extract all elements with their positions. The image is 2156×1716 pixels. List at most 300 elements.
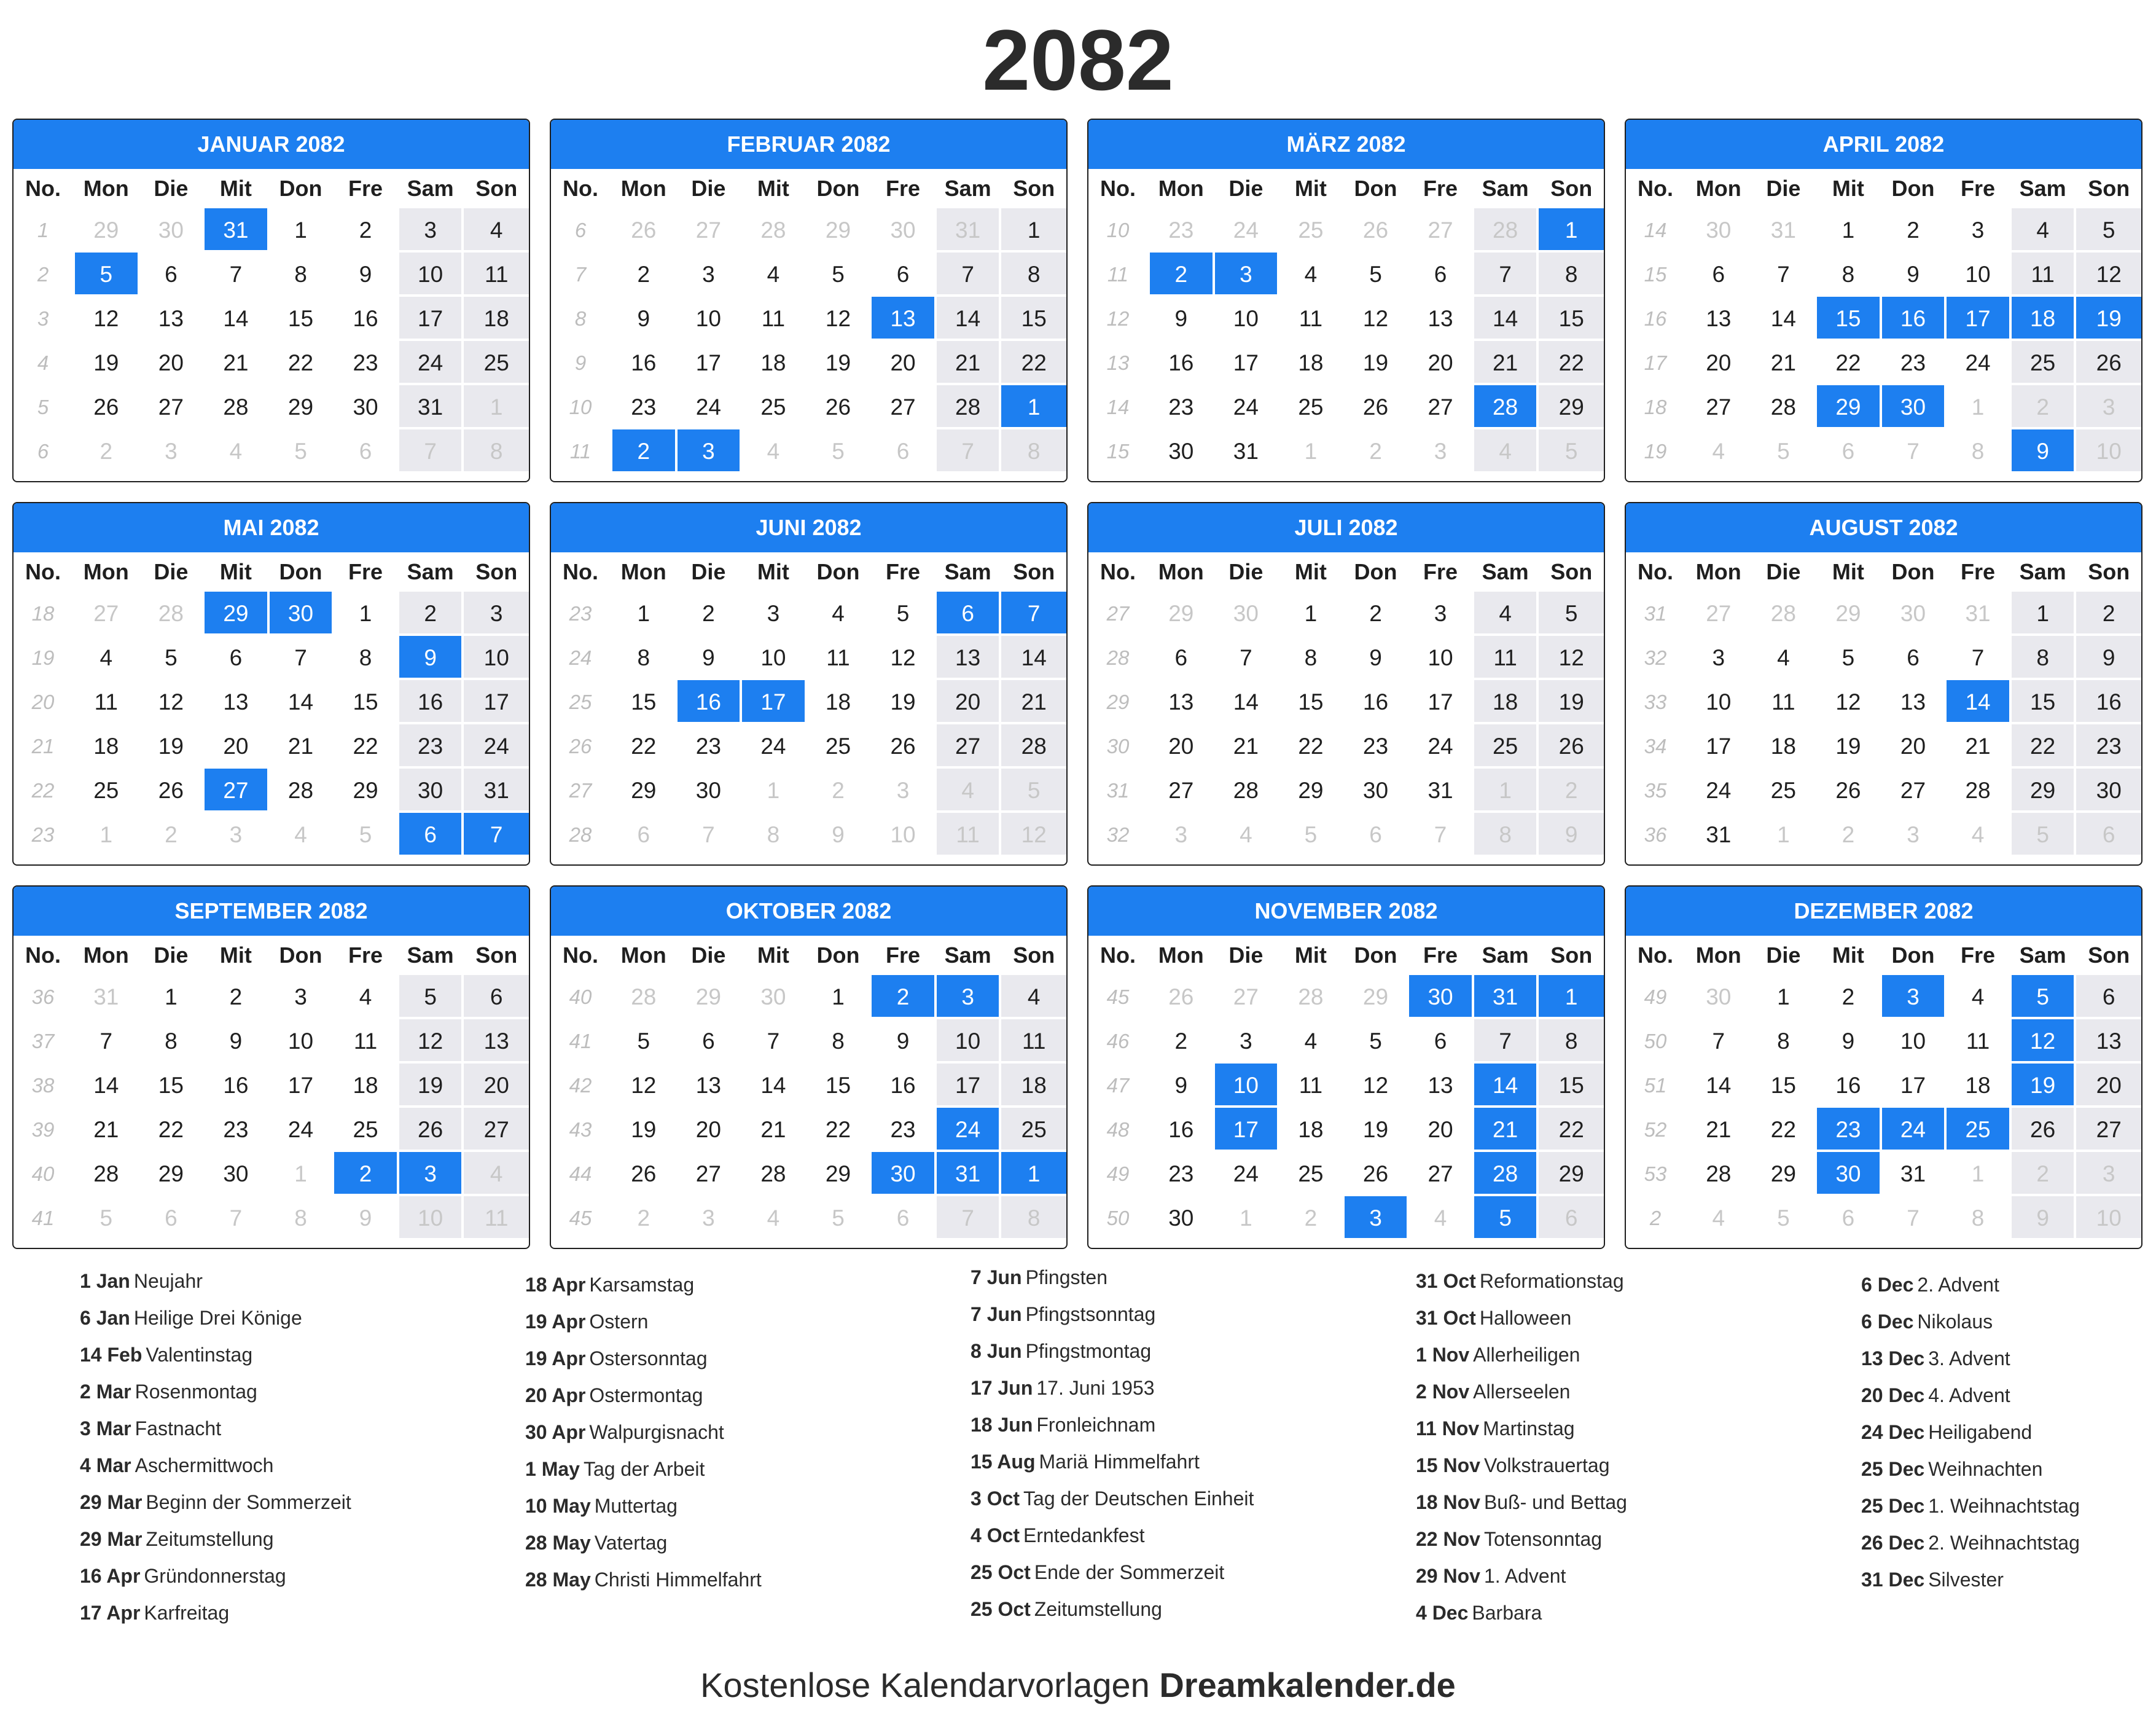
day-cell: 23 [2076, 724, 2141, 769]
week-number: 32 [1088, 813, 1150, 857]
weekday-header: Fre [872, 552, 937, 592]
holiday-day-cell: 14 [1474, 1064, 1539, 1108]
holiday-column [80, 1263, 510, 1631]
day-cell: 31 [1752, 208, 1818, 253]
day-cell: 10 [742, 636, 807, 680]
holiday-name: 1. Advent [1483, 1565, 1566, 1587]
holiday-day-cell: 15 [1817, 297, 1882, 341]
holiday-day-cell: 19 [2076, 297, 2141, 341]
holiday-date: 7 Jun [971, 1303, 1022, 1325]
weekday-header: Fre [1947, 936, 2012, 975]
weekday-header: Fre [1947, 169, 2012, 208]
day-cell: 5 [807, 253, 872, 297]
holiday-day-cell: 3 [937, 975, 1002, 1019]
day-cell: 5 [1001, 769, 1066, 813]
weekday-header: Die [1215, 936, 1280, 975]
day-cell: 8 [140, 1019, 205, 1064]
day-cell: 11 [464, 253, 529, 297]
day-cell: 15 [1539, 297, 1604, 341]
week-number: 1 [14, 208, 75, 253]
weekday-header: Mit [1279, 169, 1345, 208]
day-cell: 14 [937, 297, 1002, 341]
day-cell: 12 [1345, 297, 1410, 341]
day-cell: 5 [1752, 429, 1818, 474]
day-cell: 27 [872, 385, 937, 429]
holiday-name: Valentinstag [146, 1344, 253, 1366]
day-cell: 2 [2012, 385, 2077, 429]
day-cell: 18 [334, 1064, 399, 1108]
holiday-date: 14 Feb [80, 1344, 143, 1366]
week-number: 26 [551, 724, 612, 769]
holiday-day-cell: 13 [872, 297, 937, 341]
day-cell: 3 [678, 1196, 743, 1240]
day-cell: 16 [334, 297, 399, 341]
day-cell: 1 [1001, 208, 1066, 253]
day-cell: 4 [1947, 975, 2012, 1019]
weekday-header: Fre [872, 169, 937, 208]
day-cell: 15 [612, 680, 678, 724]
holiday-day-cell: 7 [464, 813, 529, 857]
day-cell: 3 [1150, 813, 1215, 857]
day-cell: 21 [1001, 680, 1066, 724]
month-calendar [1625, 119, 2142, 482]
day-cell: 15 [1279, 680, 1345, 724]
day-cell: 11 [75, 680, 140, 724]
day-cell: 12 [872, 636, 937, 680]
day-cell: 4 [1687, 429, 1752, 474]
day-cell: 23 [1150, 1152, 1215, 1196]
day-cell: 29 [1150, 592, 1215, 636]
day-cell: 10 [1687, 680, 1752, 724]
month-grid [1626, 552, 2141, 857]
day-cell: 3 [270, 975, 335, 1019]
day-cell: 24 [464, 724, 529, 769]
day-cell: 7 [1882, 429, 1947, 474]
weekday-header: Die [1752, 169, 1818, 208]
month-calendar [12, 502, 530, 866]
holiday-name: Gründonnerstag [144, 1565, 286, 1587]
day-cell: 22 [2012, 724, 2077, 769]
month-grid [551, 936, 1066, 1240]
day-cell: 14 [742, 1064, 807, 1108]
day-cell: 5 [1345, 1019, 1410, 1064]
week-number: 6 [551, 208, 612, 253]
day-cell: 29 [1539, 385, 1604, 429]
day-cell: 6 [872, 1196, 937, 1240]
holiday-item [1861, 1524, 2156, 1561]
day-cell: 13 [678, 1064, 743, 1108]
day-cell: 4 [270, 813, 335, 857]
day-cell: 6 [872, 253, 937, 297]
day-cell: 10 [270, 1019, 335, 1064]
day-cell: 25 [334, 1108, 399, 1152]
day-cell: 6 [1345, 813, 1410, 857]
week-number: 27 [1088, 592, 1150, 636]
week-number: 36 [1626, 813, 1687, 857]
week-number: 50 [1626, 1019, 1687, 1064]
day-cell: 1 [1215, 1196, 1280, 1240]
week-number-header: No. [14, 936, 75, 975]
day-cell: 26 [140, 769, 205, 813]
day-cell: 15 [270, 297, 335, 341]
day-cell: 16 [1817, 1064, 1882, 1108]
day-cell: 30 [1150, 1196, 1215, 1240]
weekday-header: Fre [872, 936, 937, 975]
day-cell: 29 [612, 769, 678, 813]
day-cell: 6 [678, 1019, 743, 1064]
holiday-date: 1 Nov [1416, 1344, 1470, 1366]
holiday-name: 2. Advent [1917, 1274, 1999, 1296]
week-number: 49 [1088, 1152, 1150, 1196]
holiday-item [971, 1554, 1400, 1591]
month-calendar [1087, 119, 1605, 482]
day-cell: 25 [1752, 769, 1818, 813]
weekday-header: Mon [612, 169, 678, 208]
holiday-item [525, 1377, 955, 1414]
week-number: 49 [1626, 975, 1687, 1019]
day-cell: 4 [1947, 813, 2012, 857]
day-cell: 8 [1947, 1196, 2012, 1240]
day-cell: 10 [937, 1019, 1002, 1064]
holiday-day-cell: 14 [1947, 680, 2012, 724]
holiday-name: Ostermontag [589, 1384, 703, 1406]
day-cell: 9 [612, 297, 678, 341]
day-cell: 26 [612, 1152, 678, 1196]
day-cell: 24 [742, 724, 807, 769]
day-cell: 20 [1687, 341, 1752, 385]
day-cell: 2 [1817, 813, 1882, 857]
day-cell: 21 [270, 724, 335, 769]
weekday-header: Die [1215, 169, 1280, 208]
day-cell: 29 [1752, 1152, 1818, 1196]
month-grid [14, 552, 529, 857]
day-cell: 9 [334, 1196, 399, 1240]
holiday-name: Reformationstag [1479, 1270, 1624, 1292]
day-cell: 24 [399, 341, 464, 385]
month-calendar [1087, 885, 1605, 1249]
holiday-date: 25 Oct [971, 1561, 1031, 1583]
day-cell: 1 [1817, 208, 1882, 253]
day-cell: 6 [872, 429, 937, 474]
month-grid [551, 552, 1066, 857]
day-cell: 21 [205, 341, 270, 385]
weekday-header: Die [1215, 552, 1280, 592]
day-cell: 5 [1539, 592, 1604, 636]
holiday-item [1861, 1266, 2156, 1303]
day-cell: 12 [1345, 1064, 1410, 1108]
holiday-date: 4 Oct [971, 1524, 1020, 1546]
weekday-header: Mit [742, 936, 807, 975]
week-number: 17 [1626, 341, 1687, 385]
week-number: 35 [1626, 769, 1687, 813]
month-calendar [550, 885, 1068, 1249]
day-cell: 13 [1409, 297, 1474, 341]
day-cell: 23 [334, 341, 399, 385]
day-cell: 22 [1279, 724, 1345, 769]
holiday-item [1861, 1414, 2156, 1451]
holiday-name: Heilige Drei Könige [133, 1307, 302, 1329]
day-cell: 8 [1474, 813, 1539, 857]
holiday-item [525, 1340, 955, 1377]
week-number: 42 [551, 1064, 612, 1108]
holiday-date: 28 May [525, 1532, 591, 1554]
day-cell: 12 [1817, 680, 1882, 724]
weekday-header: Don [1882, 552, 1947, 592]
day-cell: 5 [2076, 208, 2141, 253]
holiday-item [971, 1591, 1400, 1628]
day-cell: 18 [807, 680, 872, 724]
day-cell: 11 [807, 636, 872, 680]
holiday-date: 6 Jan [80, 1307, 130, 1329]
holiday-day-cell: 2 [612, 429, 678, 474]
day-cell: 11 [464, 1196, 529, 1240]
day-cell: 7 [205, 1196, 270, 1240]
weekday-header: Mit [742, 169, 807, 208]
holiday-name: Pfingstmontag [1025, 1340, 1152, 1362]
day-cell: 7 [1409, 813, 1474, 857]
day-cell: 5 [1817, 636, 1882, 680]
holiday-item [80, 1521, 510, 1557]
week-number-header: No. [14, 169, 75, 208]
week-number: 5 [14, 385, 75, 429]
holiday-item [1861, 1303, 2156, 1340]
weekday-header: Sam [1474, 936, 1539, 975]
day-cell: 18 [1474, 680, 1539, 724]
holiday-date: 17 Jun [971, 1377, 1033, 1399]
week-number: 53 [1626, 1152, 1687, 1196]
week-number: 44 [551, 1152, 612, 1196]
holiday-item [525, 1303, 955, 1340]
day-cell: 1 [1947, 385, 2012, 429]
holiday-day-cell: 18 [2012, 297, 2077, 341]
holiday-date: 1 May [525, 1458, 580, 1480]
week-number: 6 [14, 429, 75, 474]
weekday-header: Don [1345, 936, 1410, 975]
day-cell: 18 [1001, 1064, 1066, 1108]
day-cell: 20 [2076, 1064, 2141, 1108]
day-cell: 29 [807, 1152, 872, 1196]
day-cell: 5 [1539, 429, 1604, 474]
weekday-header: Die [1752, 552, 1818, 592]
day-cell: 14 [75, 1064, 140, 1108]
day-cell: 6 [1817, 1196, 1882, 1240]
day-cell: 24 [1215, 1152, 1280, 1196]
holiday-date: 3 Mar [80, 1417, 131, 1440]
day-cell: 4 [1474, 429, 1539, 474]
day-cell: 31 [75, 975, 140, 1019]
day-cell: 20 [678, 1108, 743, 1152]
holiday-item [1861, 1561, 2156, 1598]
week-number-header: No. [1626, 552, 1687, 592]
day-cell: 19 [140, 724, 205, 769]
day-cell: 29 [75, 208, 140, 253]
day-cell: 1 [270, 208, 335, 253]
day-cell: 7 [1474, 253, 1539, 297]
holiday-day-cell: 5 [1474, 1196, 1539, 1240]
week-number-header: No. [1088, 552, 1150, 592]
day-cell: 6 [2076, 813, 2141, 857]
footer-prefix: Kostenlose Kalendarvorlagen [700, 1666, 1150, 1704]
day-cell: 2 [1539, 769, 1604, 813]
holiday-date: 18 Nov [1416, 1491, 1480, 1513]
day-cell: 31 [1409, 769, 1474, 813]
day-cell: 23 [612, 385, 678, 429]
day-cell: 6 [2076, 975, 2141, 1019]
day-cell: 18 [1947, 1064, 2012, 1108]
week-number: 45 [551, 1196, 612, 1240]
day-cell: 31 [1947, 592, 2012, 636]
day-cell: 22 [612, 724, 678, 769]
day-cell: 17 [1409, 680, 1474, 724]
day-cell: 31 [1687, 813, 1752, 857]
weekday-header: Mon [612, 936, 678, 975]
day-cell: 27 [1687, 592, 1752, 636]
day-cell: 3 [1687, 636, 1752, 680]
day-cell: 13 [937, 636, 1002, 680]
week-number: 51 [1626, 1064, 1687, 1108]
day-cell: 28 [1215, 769, 1280, 813]
day-cell: 21 [1215, 724, 1280, 769]
day-cell: 2 [2076, 592, 2141, 636]
day-cell: 9 [1882, 253, 1947, 297]
weekday-header: Die [678, 936, 743, 975]
day-cell: 28 [270, 769, 335, 813]
day-cell: 5 [1752, 1196, 1818, 1240]
day-cell: 5 [612, 1019, 678, 1064]
day-cell: 3 [464, 592, 529, 636]
holiday-date: 20 Dec [1861, 1384, 1925, 1406]
holiday-day-cell: 31 [937, 1152, 1002, 1196]
month-grid [1088, 552, 1604, 857]
day-cell: 1 [1752, 813, 1818, 857]
day-cell: 4 [1752, 636, 1818, 680]
day-cell: 4 [807, 592, 872, 636]
week-number: 2 [14, 253, 75, 297]
day-cell: 6 [1409, 1019, 1474, 1064]
week-number: 50 [1088, 1196, 1150, 1240]
day-cell: 2 [2012, 1152, 2077, 1196]
day-cell: 9 [2076, 636, 2141, 680]
holiday-item [971, 1406, 1400, 1443]
week-number: 11 [1088, 253, 1150, 297]
day-cell: 3 [1882, 813, 1947, 857]
day-cell: 13 [2076, 1019, 2141, 1064]
weekday-header: Son [464, 169, 529, 208]
day-cell: 14 [1001, 636, 1066, 680]
month-title: JANUAR 2082 [14, 120, 529, 169]
holiday-name: Zeitumstellung [146, 1528, 274, 1550]
day-cell: 23 [1150, 208, 1215, 253]
day-cell: 1 [140, 975, 205, 1019]
day-cell: 12 [807, 297, 872, 341]
weekday-header: Don [270, 936, 335, 975]
holiday-name: Karsamstag [589, 1274, 695, 1296]
day-cell: 8 [270, 253, 335, 297]
day-cell: 5 [2012, 813, 2077, 857]
day-cell: 10 [1409, 636, 1474, 680]
day-cell: 4 [1409, 1196, 1474, 1240]
month-calendar [12, 119, 530, 482]
month-grid [14, 169, 529, 474]
holiday-day-cell: 31 [1474, 975, 1539, 1019]
month-title: APRIL 2082 [1626, 120, 2141, 169]
week-number: 10 [1088, 208, 1150, 253]
day-cell: 31 [1882, 1152, 1947, 1196]
day-cell: 15 [334, 680, 399, 724]
holiday-name: Allerseelen [1473, 1381, 1571, 1403]
day-cell: 30 [1150, 429, 1215, 474]
holiday-day-cell: 30 [1409, 975, 1474, 1019]
weekday-header: Sam [399, 936, 464, 975]
week-number: 25 [551, 680, 612, 724]
day-cell: 26 [2076, 341, 2141, 385]
day-cell: 15 [807, 1064, 872, 1108]
day-cell: 20 [464, 1064, 529, 1108]
day-cell: 17 [937, 1064, 1002, 1108]
day-cell: 26 [1345, 1152, 1410, 1196]
day-cell: 21 [75, 1108, 140, 1152]
holiday-name: Vatertag [594, 1532, 668, 1554]
day-cell: 25 [1279, 385, 1345, 429]
day-cell: 26 [1345, 208, 1410, 253]
day-cell: 26 [399, 1108, 464, 1152]
day-cell: 11 [1001, 1019, 1066, 1064]
week-number: 23 [14, 813, 75, 857]
day-cell: 12 [2076, 253, 2141, 297]
holiday-name: Pfingsten [1025, 1266, 1107, 1288]
month-grid [1088, 169, 1604, 474]
weekday-header: Son [2076, 552, 2141, 592]
day-cell: 10 [872, 813, 937, 857]
weekday-header: Don [1345, 552, 1410, 592]
holiday-name: Muttertag [594, 1495, 678, 1517]
holiday-name: Buß- und Bettag [1483, 1491, 1627, 1513]
month-title: AUGUST 2082 [1626, 503, 2141, 552]
day-cell: 7 [1947, 636, 2012, 680]
day-cell: 9 [1817, 1019, 1882, 1064]
day-cell: 11 [1279, 1064, 1345, 1108]
day-cell: 27 [2076, 1108, 2141, 1152]
day-cell: 13 [1150, 680, 1215, 724]
day-cell: 21 [1687, 1108, 1752, 1152]
day-cell: 1 [742, 769, 807, 813]
day-cell: 30 [1687, 208, 1752, 253]
day-cell: 30 [334, 385, 399, 429]
day-cell: 20 [1409, 1108, 1474, 1152]
month-calendar [1087, 502, 1605, 866]
day-cell: 3 [205, 813, 270, 857]
day-cell: 3 [140, 429, 205, 474]
weekday-header: Sam [937, 169, 1002, 208]
holiday-date: 7 Jun [971, 1266, 1022, 1288]
day-cell: 15 [2012, 680, 2077, 724]
week-number: 24 [551, 636, 612, 680]
weekday-header: Mit [205, 169, 270, 208]
day-cell: 9 [334, 253, 399, 297]
day-cell: 5 [807, 429, 872, 474]
day-cell: 9 [1150, 297, 1215, 341]
week-number: 20 [14, 680, 75, 724]
week-number: 19 [14, 636, 75, 680]
holiday-date: 13 Dec [1861, 1347, 1925, 1369]
day-cell: 20 [937, 680, 1002, 724]
footer-brand-link[interactable]: Dreamkalender.de [1159, 1666, 1456, 1704]
day-cell: 6 [1539, 1196, 1604, 1240]
day-cell: 12 [1539, 636, 1604, 680]
day-cell: 10 [1215, 297, 1280, 341]
day-cell: 22 [1752, 1108, 1818, 1152]
week-number: 4 [14, 341, 75, 385]
